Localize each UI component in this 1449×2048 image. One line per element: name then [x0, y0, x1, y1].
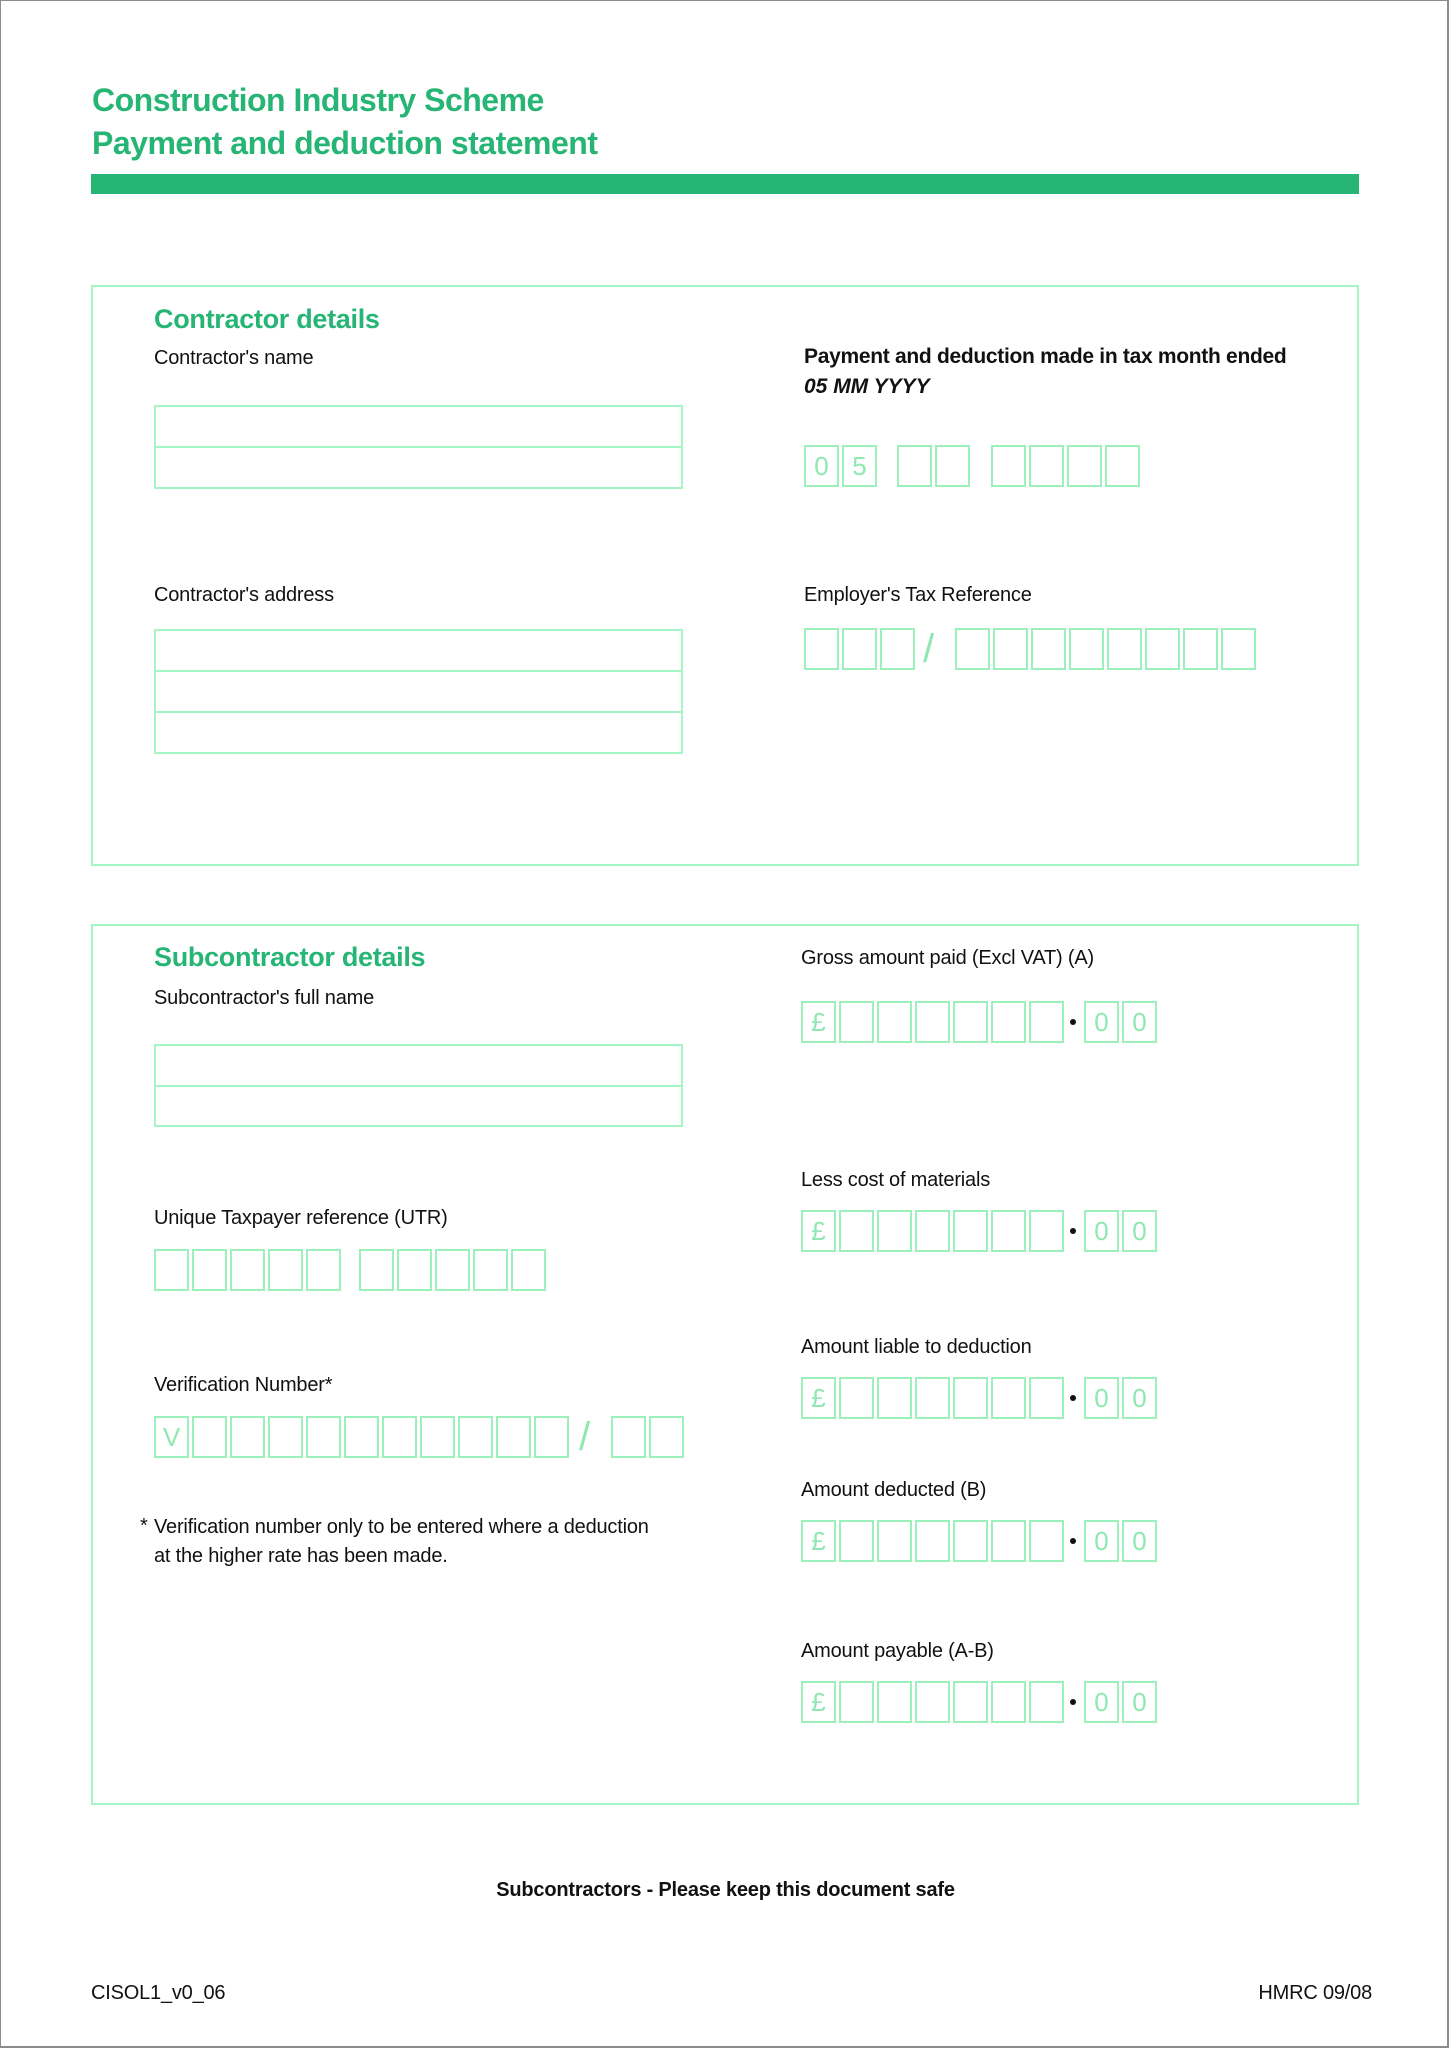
pence-digit-1: 0 [1084, 1210, 1119, 1252]
pounds-digit-6[interactable] [1029, 1520, 1064, 1562]
contractor-name-field[interactable] [154, 405, 683, 489]
pence-digit-2: 0 [1122, 1520, 1157, 1562]
date-day-digit-2: 5 [842, 445, 877, 487]
pounds-digit-3[interactable] [915, 1210, 950, 1252]
pounds-digit-5[interactable] [991, 1377, 1026, 1419]
pounds-digit-4[interactable] [953, 1001, 988, 1043]
verification-digit-8[interactable] [458, 1416, 493, 1458]
contractor-name-line-1[interactable] [156, 407, 681, 448]
contractor-details-section [91, 285, 1359, 866]
pence-digit-2: 0 [1122, 1001, 1157, 1043]
subcontractor-section-title: Subcontractor details [154, 942, 426, 972]
pounds-digit-2[interactable] [877, 1520, 912, 1562]
pounds-digit-5[interactable] [991, 1001, 1026, 1043]
pounds-digit-6[interactable] [1029, 1210, 1064, 1252]
amount-field-label: Amount liable to deduction [801, 1336, 1032, 1358]
employer-ref-digit-8[interactable] [1221, 628, 1256, 670]
utr-digit-8[interactable] [435, 1249, 470, 1291]
decimal-point [1070, 1699, 1076, 1705]
subcontractor-name-label: Subcontractor's full name [154, 987, 375, 1009]
verification-note-asterisk: * [140, 1515, 148, 1537]
pounds-digit-3[interactable] [915, 1377, 950, 1419]
pounds-digit-2[interactable] [877, 1210, 912, 1252]
pounds-digit-3[interactable] [915, 1520, 950, 1562]
pounds-digit-2[interactable] [877, 1377, 912, 1419]
pence-digit-1: 0 [1084, 1520, 1119, 1562]
employer-ref-digit-2[interactable] [993, 628, 1028, 670]
verification-digit-1[interactable] [192, 1416, 227, 1458]
form-version: HMRC 09/08 [1258, 1982, 1372, 2004]
pounds-digit-6[interactable] [1029, 1681, 1064, 1723]
verification-suffix-digit-2[interactable] [649, 1416, 684, 1458]
subcontractor-name-line-1[interactable] [156, 1046, 681, 1087]
contractor-address-label: Contractor's address [154, 584, 334, 606]
utr-digit-4[interactable] [268, 1249, 303, 1291]
verification-digit-6[interactable] [382, 1416, 417, 1458]
employer-ref-office-digit-3[interactable] [880, 628, 915, 670]
verification-note-line1: Verification number only to be entered where a deduction [154, 1516, 649, 1538]
contractor-name-label: Contractor's name [154, 347, 314, 369]
verification-digit-5[interactable] [344, 1416, 379, 1458]
verification-separator: / [579, 1415, 591, 1459]
pence-digit-1: 0 [1084, 1001, 1119, 1043]
pounds-digit-4[interactable] [953, 1520, 988, 1562]
decimal-point [1070, 1228, 1076, 1234]
pounds-digit-3[interactable] [915, 1681, 950, 1723]
date-year-digit-3[interactable] [1067, 445, 1102, 487]
verification-digit-10[interactable] [534, 1416, 569, 1458]
verification-digit-7[interactable] [420, 1416, 455, 1458]
pence-digit-2: 0 [1122, 1681, 1157, 1723]
contractor-address-field[interactable] [154, 629, 683, 754]
employer-ref-separator: / [923, 627, 935, 671]
contractor-address-line-2[interactable] [156, 672, 681, 713]
utr-digit-2[interactable] [192, 1249, 227, 1291]
subcontractor-name-field[interactable] [154, 1044, 683, 1127]
form-code: CISOL1_v0_06 [91, 1982, 226, 2004]
pounds-digit-1[interactable] [839, 1681, 874, 1723]
date-year-digit-1[interactable] [991, 445, 1026, 487]
pounds-digit-5[interactable] [991, 1210, 1026, 1252]
pounds-digit-4[interactable] [953, 1377, 988, 1419]
employer-ref-digit-6[interactable] [1145, 628, 1180, 670]
pounds-digit-2[interactable] [877, 1001, 912, 1043]
utr-digit-1[interactable] [154, 1249, 189, 1291]
verification-digit-9[interactable] [496, 1416, 531, 1458]
subcontractor-name-line-2[interactable] [156, 1087, 681, 1128]
pounds-digit-6[interactable] [1029, 1001, 1064, 1043]
date-year-digit-2[interactable] [1029, 445, 1064, 487]
amount-field-label: Amount payable (A-B) [801, 1640, 994, 1662]
verification-digit-3[interactable] [268, 1416, 303, 1458]
date-month-digit-1[interactable] [897, 445, 932, 487]
currency-symbol: £ [801, 1210, 836, 1252]
pounds-digit-3[interactable] [915, 1001, 950, 1043]
pounds-digit-1[interactable] [839, 1210, 874, 1252]
employer-ref-digit-5[interactable] [1107, 628, 1142, 670]
currency-symbol: £ [801, 1520, 836, 1562]
pounds-digit-4[interactable] [953, 1210, 988, 1252]
pounds-digit-1[interactable] [839, 1520, 874, 1562]
employer-ref-office-digit-2[interactable] [842, 628, 877, 670]
amount-field-label: Amount deducted (B) [801, 1479, 987, 1501]
tax-month-label: Payment and deduction made in tax month ended [804, 345, 1287, 368]
utr-digit-7[interactable] [397, 1249, 432, 1291]
header-accent-bar [91, 174, 1359, 194]
contractor-section-title: Contractor details [154, 304, 380, 334]
contractor-address-line-3[interactable] [156, 713, 681, 754]
verification-note-line2: at the higher rate has been made. [154, 1545, 448, 1567]
document-title-line1: Construction Industry Scheme [92, 82, 544, 118]
pence-digit-1: 0 [1084, 1377, 1119, 1419]
pence-digit-2: 0 [1122, 1377, 1157, 1419]
tax-month-format-hint: 05 MM YYYY [804, 375, 930, 398]
decimal-point [1070, 1538, 1076, 1544]
decimal-point [1070, 1019, 1076, 1025]
currency-symbol: £ [801, 1377, 836, 1419]
pounds-digit-2[interactable] [877, 1681, 912, 1723]
employer-ref-digit-3[interactable] [1031, 628, 1066, 670]
pounds-digit-6[interactable] [1029, 1377, 1064, 1419]
employer-ref-office-digit-1[interactable] [804, 628, 839, 670]
pounds-digit-4[interactable] [953, 1681, 988, 1723]
currency-symbol: £ [801, 1681, 836, 1723]
pounds-digit-5[interactable] [991, 1681, 1026, 1723]
verification-prefix: V [154, 1416, 189, 1458]
amount-field-label: Gross amount paid (Excl VAT) (A) [801, 947, 1094, 969]
amount-field-label: Less cost of materials [801, 1169, 991, 1191]
employer-ref-digit-4[interactable] [1069, 628, 1104, 670]
utr-digit-3[interactable] [230, 1249, 265, 1291]
safekeeping-notice: Subcontractors - Please keep this document safe [496, 1879, 955, 1901]
pence-digit-1: 0 [1084, 1681, 1119, 1723]
date-month-digit-2[interactable] [935, 445, 970, 487]
verification-suffix-digit-1[interactable] [611, 1416, 646, 1458]
decimal-point [1070, 1395, 1076, 1401]
utr-digit-5[interactable] [306, 1249, 341, 1291]
utr-digit-9[interactable] [473, 1249, 508, 1291]
employer-ref-digit-7[interactable] [1183, 628, 1218, 670]
verification-number-label: Verification Number* [154, 1374, 333, 1396]
pounds-digit-1[interactable] [839, 1377, 874, 1419]
contractor-name-line-2[interactable] [156, 448, 681, 489]
verification-digit-2[interactable] [230, 1416, 265, 1458]
date-year-digit-4[interactable] [1105, 445, 1140, 487]
pence-digit-2: 0 [1122, 1210, 1157, 1252]
employer-ref-digit-1[interactable] [955, 628, 990, 670]
verification-digit-4[interactable] [306, 1416, 341, 1458]
document-title-line2: Payment and deduction statement [92, 125, 598, 161]
employer-tax-ref-label: Employer's Tax Reference [804, 584, 1032, 606]
currency-symbol: £ [801, 1001, 836, 1043]
date-day-digit-1: 0 [804, 445, 839, 487]
pounds-digit-1[interactable] [839, 1001, 874, 1043]
utr-digit-10[interactable] [511, 1249, 546, 1291]
utr-digit-6[interactable] [359, 1249, 394, 1291]
utr-label: Unique Taxpayer reference (UTR) [154, 1207, 448, 1229]
pounds-digit-5[interactable] [991, 1520, 1026, 1562]
contractor-address-line-1[interactable] [156, 631, 681, 672]
